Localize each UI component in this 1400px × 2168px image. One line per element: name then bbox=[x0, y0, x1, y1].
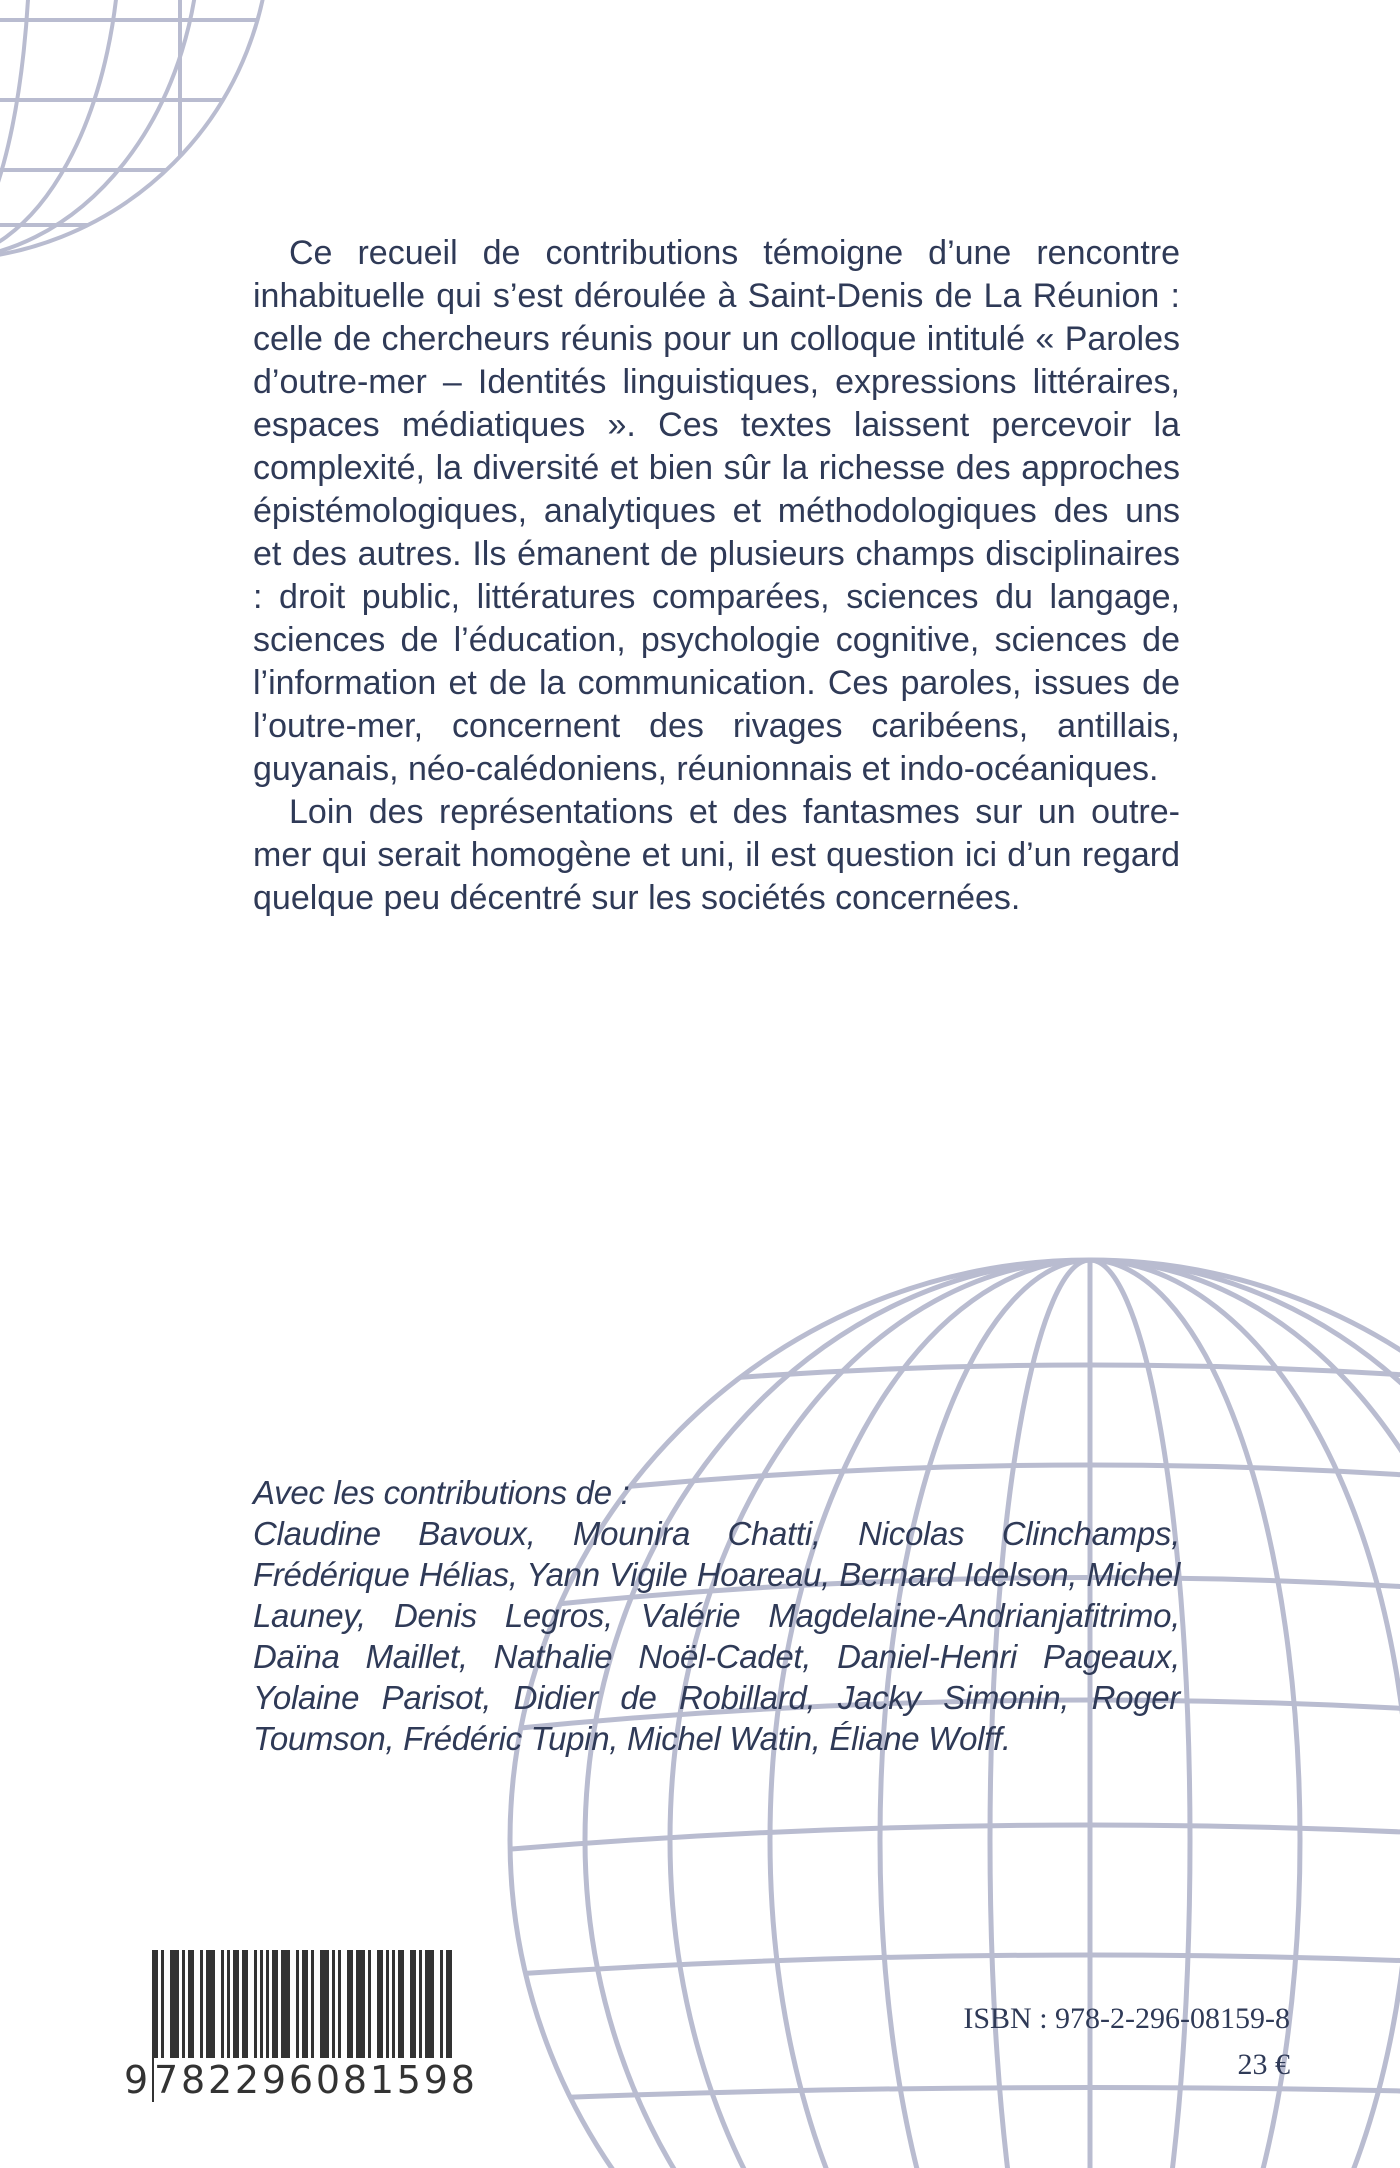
barcode-bar bbox=[242, 1950, 245, 2068]
barcode-bar bbox=[200, 1950, 203, 2068]
barcode-bar bbox=[176, 1950, 179, 2068]
barcode-bar bbox=[170, 1950, 173, 2068]
barcode-bar bbox=[287, 1950, 290, 2068]
barcode-bar bbox=[368, 1950, 371, 2068]
barcode-bar bbox=[326, 1950, 329, 2068]
barcode-bar bbox=[428, 1950, 431, 2068]
barcode-bar bbox=[332, 1950, 335, 2068]
barcode-bar bbox=[425, 1950, 428, 2068]
barcode-bar bbox=[419, 1950, 422, 2068]
barcode-bar bbox=[227, 1950, 230, 2068]
barcode-bar bbox=[311, 1950, 314, 2068]
barcode-bar bbox=[377, 1950, 380, 2068]
contributors-lead: Avec les contributions de : bbox=[253, 1474, 630, 1511]
barcode-bar bbox=[188, 1950, 191, 2068]
barcode-bar bbox=[254, 1950, 257, 2068]
barcode-bar bbox=[221, 1950, 224, 2068]
barcode-bar bbox=[191, 1950, 194, 2068]
barcode-bar bbox=[320, 1950, 323, 2068]
barcode-bar bbox=[245, 1950, 248, 2068]
barcode-digit-first: 9 bbox=[124, 2058, 149, 2102]
barcode-bar bbox=[272, 1950, 275, 2068]
barcode-bar bbox=[173, 1950, 176, 2068]
contributors-block bbox=[253, 1472, 1180, 1759]
barcode-bar bbox=[260, 1950, 263, 2068]
barcode-bar bbox=[392, 1950, 395, 2068]
barcode-bar bbox=[356, 1950, 359, 2068]
contributors-names: Claudine Bavoux, Mounira Chatti, Nicolas Clinchamps, Frédérique Hélias, Yann Vigile Hoareau, Bernard Idelson, Michel Launey, Denis Legros, Valérie Magdelaine-Andrianjafitrimo, Daïna Maillet, Nathalie Noël-Cadet, Daniel-Henri Pageaux, Yolaine Parisot, Didier de Robillard, Jacky Simonin, Roger Toumson, Frédéric Tupin, Michel Watin, Éliane Wolff. bbox=[253, 1515, 1180, 1757]
barcode-bar bbox=[359, 1950, 362, 2068]
price: 23 € bbox=[1237, 2048, 1290, 2081]
barcode-bar bbox=[323, 1950, 326, 2068]
summary-paragraph-2: Loin des représentations et des fantasmes sur un outre-mer qui serait homogène et uni, il est question ici d’un regard quelque peu décentré sur les sociétés concernées. bbox=[253, 793, 1180, 917]
barcode-bar bbox=[410, 1950, 413, 2068]
barcode-bar bbox=[362, 1950, 365, 2068]
barcode-bar bbox=[338, 1950, 341, 2068]
barcode-bar bbox=[206, 1950, 209, 2068]
barcode-bar bbox=[386, 1950, 389, 2068]
barcode-bar bbox=[182, 1950, 185, 2068]
barcode-bar bbox=[413, 1950, 416, 2068]
summary-paragraph-1: Ce recueil de contributions témoigne d’une rencontre inhabituelle qui s’est déroulée à Saint-Denis de La Réunion : celle de chercheurs réunis pour un colloque intitulé « Paroles d’outre-mer – Identités linguistiques, expressions littéraires, espaces médiatiques ». Ces textes laissent percevoir la complexité, la diversité et bien sûr la richesse des approches épistémologiques, analytiques et méthodologiques des uns et des autres. Ils émanent de plusieurs champs disciplinaires : droit public, littératures comparées, sciences du langage, sciences de l’éducation, psychologie cognitive, sciences de l’information et de la communication. Ces paroles, issues de l’outre-mer, concernent des rivages caribéens, antillais, guyanais, néo-calédoniens, réunionnais et indo-océaniques. bbox=[253, 234, 1180, 788]
barcode-bar bbox=[284, 1950, 287, 2068]
barcode-digits-rest: 782296081598 bbox=[154, 2058, 478, 2102]
barcode-bar bbox=[431, 1950, 434, 2068]
isbn: ISBN : 978-2-296-08159-8 bbox=[963, 2002, 1290, 2035]
barcode-bar bbox=[233, 1950, 236, 2068]
barcode-bar bbox=[209, 1950, 212, 2068]
barcode-digits bbox=[124, 2058, 478, 2102]
barcode-bar bbox=[266, 1950, 269, 2068]
barcode-bar bbox=[401, 1950, 404, 2068]
barcode-bar bbox=[281, 1950, 284, 2068]
barcode-bar bbox=[350, 1950, 353, 2068]
barcode-bar bbox=[236, 1950, 239, 2068]
barcode-bar bbox=[347, 1950, 350, 2068]
barcode-bar bbox=[275, 1950, 278, 2068]
barcode-bar bbox=[398, 1950, 401, 2068]
summary-text bbox=[253, 232, 1180, 920]
barcode-bar bbox=[212, 1950, 215, 2068]
barcode bbox=[124, 1950, 478, 2102]
barcode-bar bbox=[380, 1950, 383, 2068]
